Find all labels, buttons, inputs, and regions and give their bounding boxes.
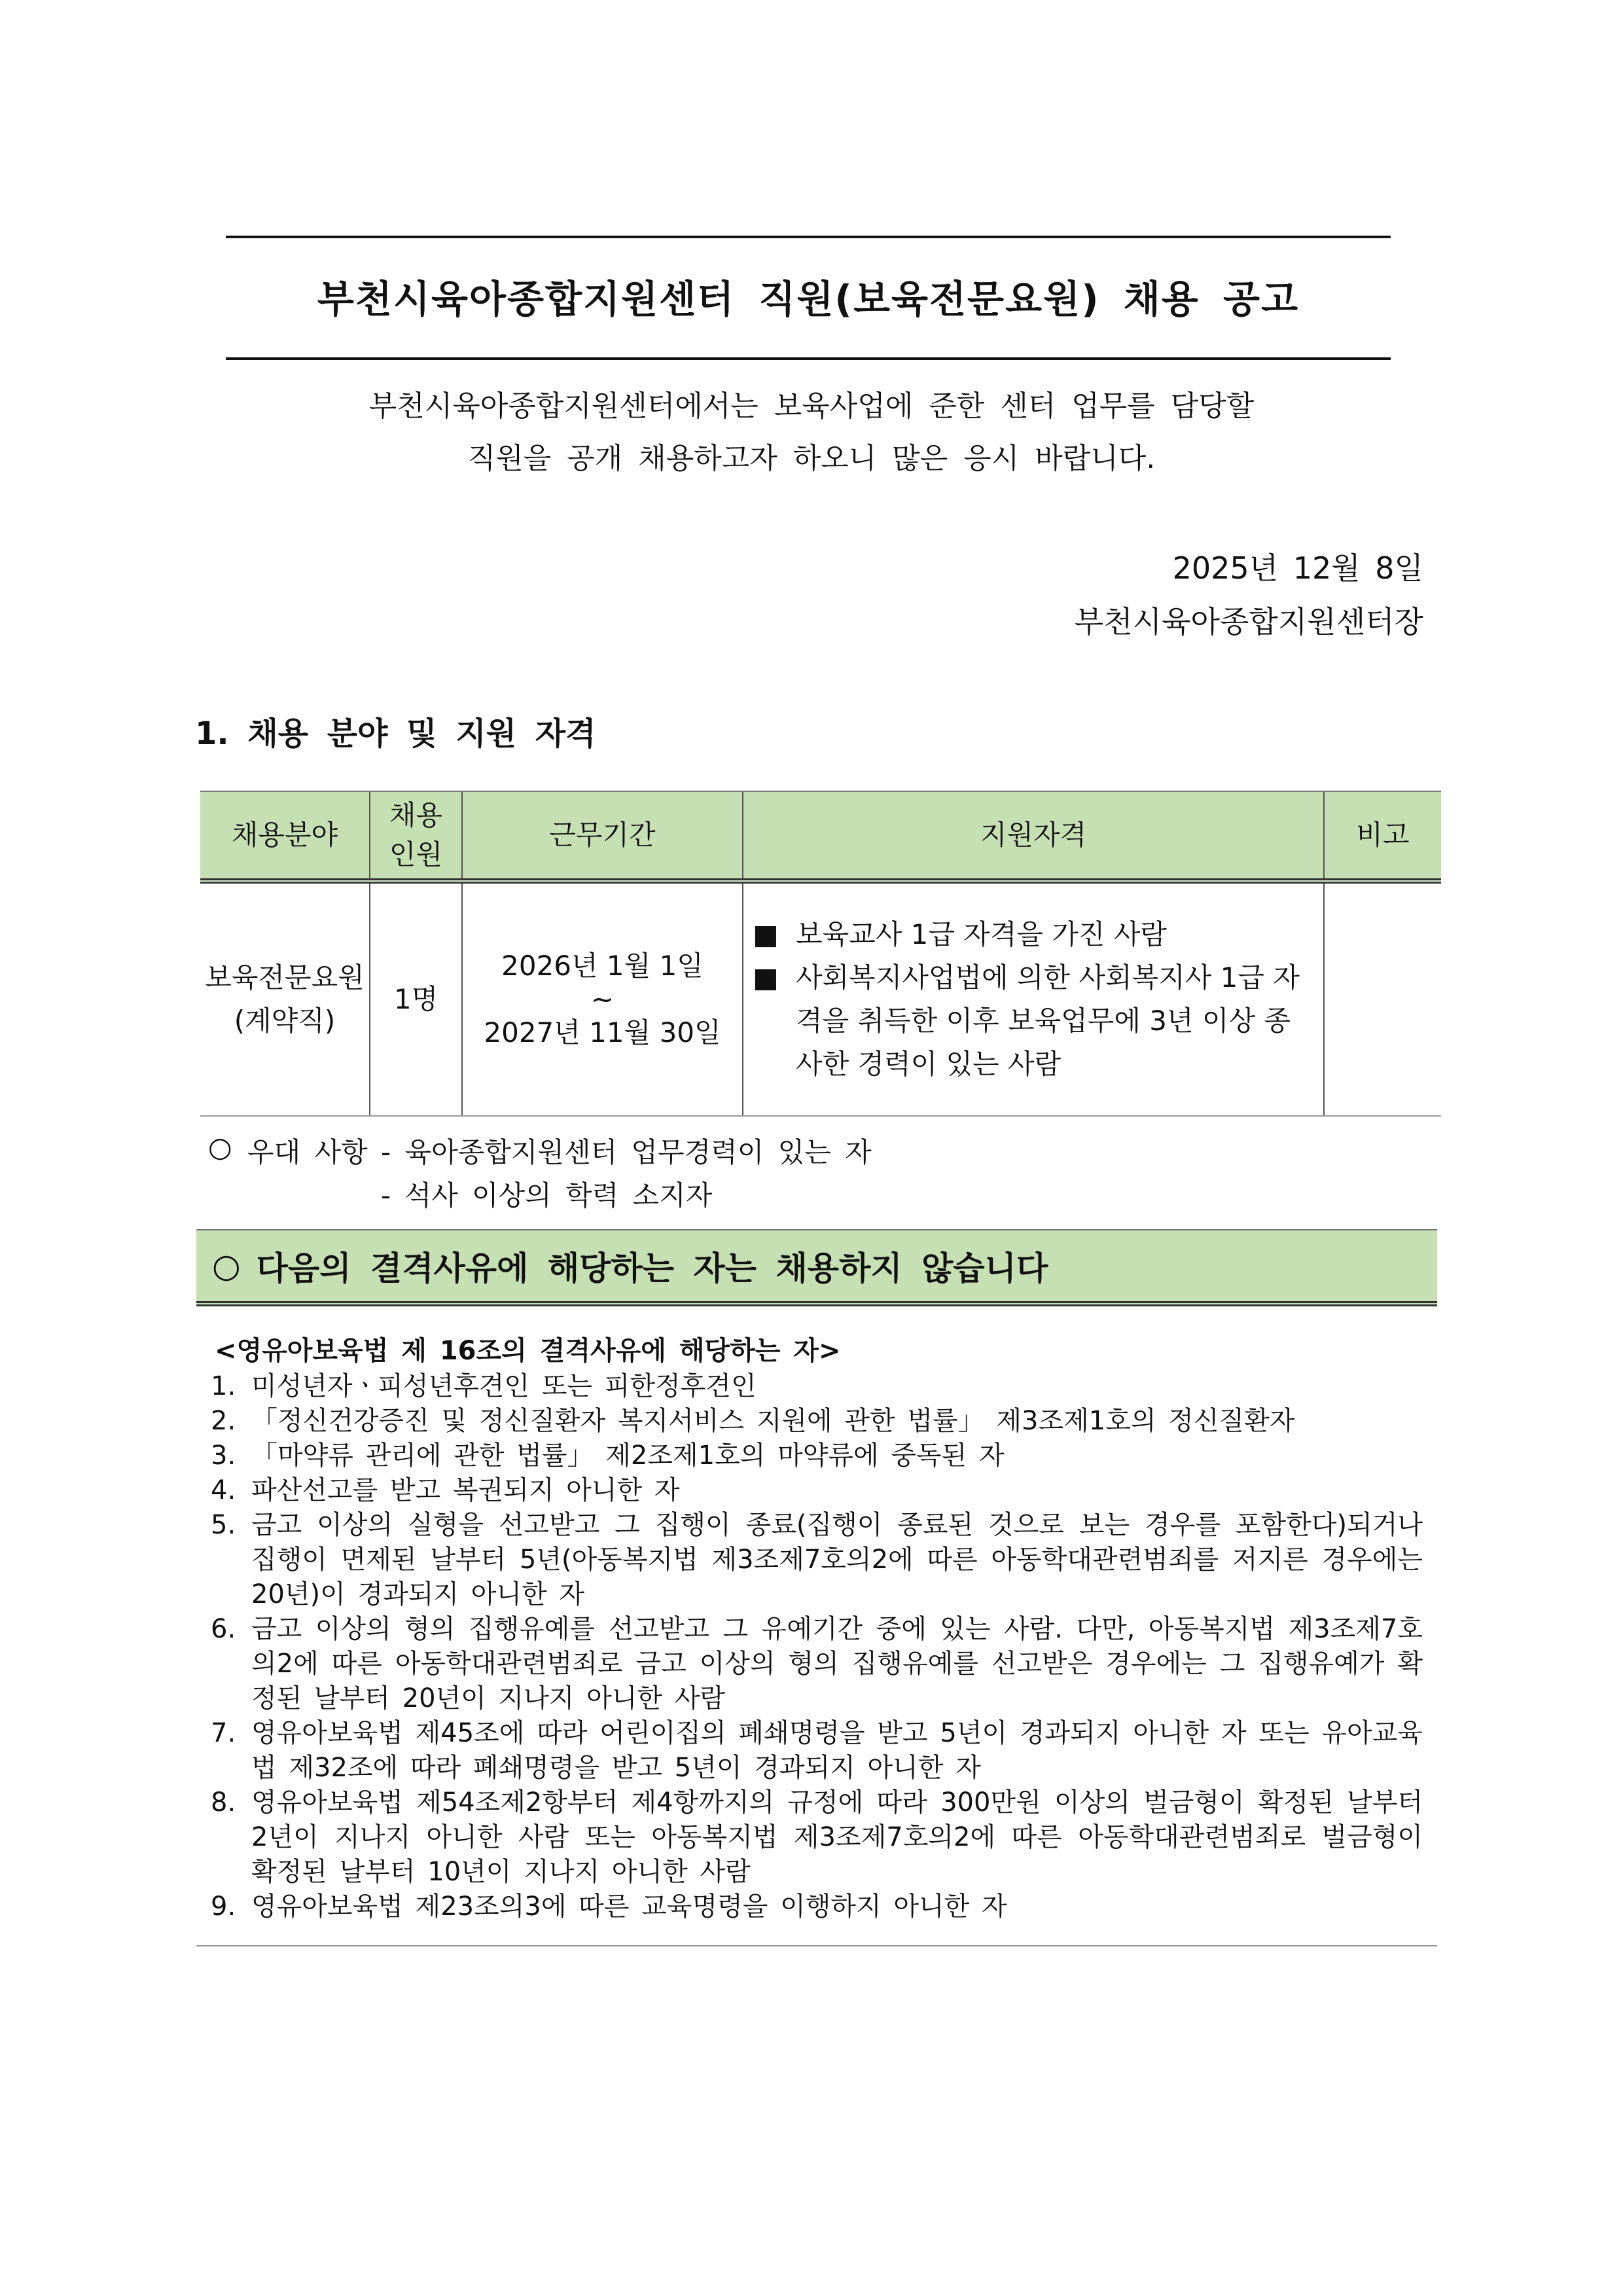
cell-period bbox=[462, 881, 743, 1116]
item-text: 「정신건강증진 및 정신질환자 복지서비스 지원에 관한 법률」 제3조제1호의 정신질환자 bbox=[251, 1406, 1295, 1436]
header-count bbox=[370, 791, 462, 881]
cell-count: 1명 bbox=[370, 881, 462, 1116]
list-item bbox=[211, 1612, 1423, 1716]
item-text: 금고 이상의 형의 집행유예를 선고받고 그 유예기간 중에 있는 사람. 다만, 아동복지법 제3조제7호의2에 따른 아동학대관련범죄로 금고 이상의 형의 집행유예를 선고받은 경우에는 그 집행유예가 확정된 날부터 20년이 지나지 아니한 사람 bbox=[251, 1614, 1423, 1713]
item-number: 8. bbox=[211, 1787, 236, 1818]
list-item bbox=[211, 1404, 1423, 1439]
item-number: 7. bbox=[211, 1718, 236, 1748]
period-start: 2026년 1월 1일 bbox=[501, 950, 704, 982]
item-text: 금고 이상의 실형을 선고받고 그 집행이 종료(집행이 종료된 것으로 보는 경우를 포함한다)되거나 집행이 면제된 날부터 5년(아동복지법 제3조제7호의2에 따른 아동학대관련범죄를 저지른 경우에는 20년)이 경과되지 아니한 자 bbox=[251, 1510, 1423, 1609]
header-note: 비고 bbox=[1324, 791, 1441, 881]
header-field: 채용분야 bbox=[200, 791, 370, 881]
bottom-divider bbox=[196, 1945, 1437, 1946]
item-number: 1. bbox=[211, 1371, 236, 1401]
list-item bbox=[211, 1890, 1423, 1924]
disqualification-heading-box bbox=[196, 1229, 1437, 1306]
item-text: 미성년자ㆍ피성년후견인 또는 피한정후견인 bbox=[251, 1371, 757, 1401]
table-row bbox=[200, 881, 1441, 1116]
square-bullet-icon: ■ bbox=[753, 961, 779, 994]
cell-qualification bbox=[743, 881, 1324, 1116]
item-text: 「마약류 관리에 관한 법률」 제2조제1호의 마약류에 중독된 자 bbox=[251, 1441, 1005, 1471]
qualification-text-1: 보육교사 1급 자격을 가진 사람 bbox=[796, 918, 1167, 950]
item-number: 6. bbox=[211, 1614, 236, 1644]
circle-marker: ○ bbox=[212, 1247, 241, 1285]
recruitment-table bbox=[200, 791, 1441, 1117]
disqualification-heading: 다음의 결격사유에 해당하는 자는 채용하지 않습니다 bbox=[256, 1249, 1048, 1287]
item-number: 2. bbox=[211, 1406, 236, 1436]
item-text: 영유아보육법 제45조에 따라 어린이집의 폐쇄명령을 받고 5년이 경과되지 아니한 자 또는 유아교육법 제32조에 따라 폐쇄명령을 받고 5년이 경과되지 아니한 자 bbox=[251, 1718, 1423, 1783]
issuer: 부천시육아종합지원센터장 bbox=[1074, 604, 1423, 639]
list-item bbox=[211, 1716, 1423, 1785]
item-number: 4. bbox=[211, 1475, 236, 1505]
cell-note bbox=[1324, 881, 1441, 1116]
header-count-line-1: 채용 bbox=[389, 799, 443, 831]
page-title: 부천시육아종합지원센터 직원(보육전문요원) 채용 공고 bbox=[317, 277, 1300, 321]
intro-line-2: 직원을 공개 채용하고자 하오니 많은 응시 바랍니다. bbox=[467, 442, 1156, 475]
announcement-date: 2025년 12월 8일 bbox=[1172, 550, 1423, 586]
list-item bbox=[211, 1508, 1423, 1612]
preference-label: 우대 사항 bbox=[247, 1136, 368, 1168]
preference-marker: ○ bbox=[208, 1131, 232, 1163]
title-top-rule bbox=[226, 236, 1391, 238]
square-bullet-icon: ■ bbox=[753, 918, 779, 950]
period-end: 2027년 11월 30일 bbox=[484, 1016, 721, 1049]
section-1-heading: 1. 채용 분야 및 지원 자격 bbox=[195, 715, 596, 752]
field-name: 보육전문요원 bbox=[205, 961, 365, 994]
item-number: 9. bbox=[211, 1892, 236, 1922]
header-qualification: 지원자격 bbox=[743, 791, 1324, 881]
list-item bbox=[211, 1785, 1423, 1890]
law-subheading: <영유아보육법 제 16조의 결격사유에 해당하는 자> bbox=[215, 1336, 841, 1366]
qualification-item bbox=[753, 956, 1314, 1086]
item-number: 3. bbox=[211, 1441, 236, 1471]
header-period: 근무기간 bbox=[462, 791, 743, 881]
table-header-row bbox=[200, 791, 1441, 881]
item-number: 5. bbox=[211, 1510, 236, 1540]
intro-line-1: 부천시육아종합지원센터에서는 보육사업에 준한 센터 업무를 담당할 bbox=[368, 389, 1255, 423]
list-item bbox=[211, 1473, 1423, 1508]
item-text: 영유아보육법 제23조의3에 따른 교육명령을 이행하지 아니한 자 bbox=[251, 1892, 1007, 1922]
preference-item-2: - 석사 이상의 학력 소지자 bbox=[381, 1179, 713, 1211]
period-separator: ~ bbox=[590, 983, 615, 1015]
field-type: (계약직) bbox=[234, 1005, 336, 1037]
qualification-text-2: 사회복지사업법에 의한 사회복지사 1급 자격을 취득한 이후 보육업무에 3년 이상 종사한 경력이 있는 사람 bbox=[796, 961, 1300, 1080]
disqualification-list bbox=[211, 1369, 1423, 1924]
header-count-line-2: 인원 bbox=[389, 838, 443, 870]
qualification-item bbox=[753, 913, 1314, 956]
list-item bbox=[211, 1439, 1423, 1473]
cell-field bbox=[200, 881, 370, 1116]
item-text: 파산선고를 받고 복권되지 아니한 자 bbox=[251, 1475, 680, 1505]
preference-item-1: - 육아종합지원센터 업무경력이 있는 자 bbox=[381, 1136, 872, 1168]
title-bottom-rule bbox=[226, 357, 1391, 360]
item-text: 영유아보육법 제54조제2항부터 제4항까지의 규정에 따라 300만원 이상의 벌금형이 확정된 날부터 2년이 지나지 아니한 사람 또는 아동복지법 제3조제7호의2에 따른 아동학대관련범죄로 벌금형이 확정된 날부터 10년이 지나지 아니한 사람 bbox=[251, 1787, 1423, 1887]
list-item bbox=[211, 1369, 1423, 1404]
